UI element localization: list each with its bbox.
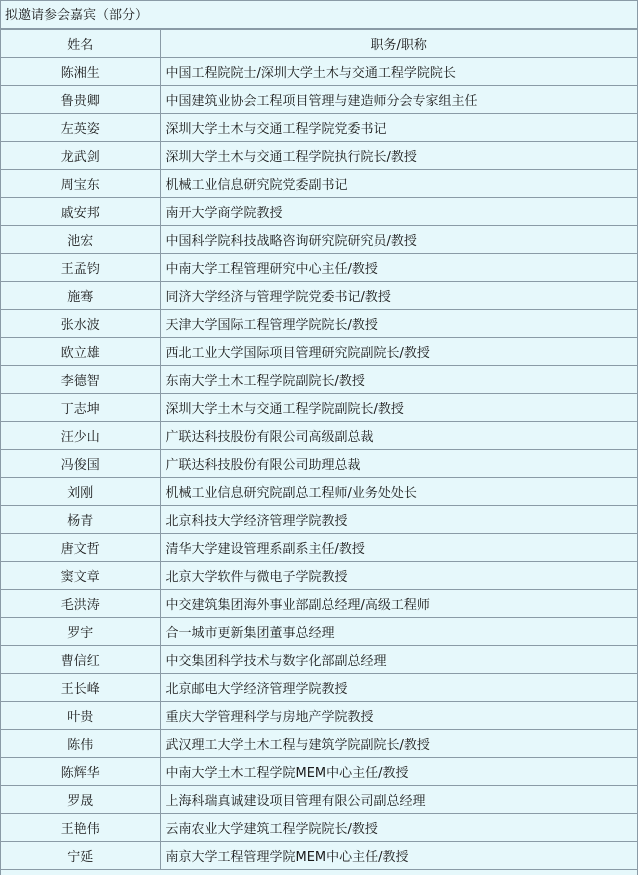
table-row	[1, 338, 637, 366]
table-row	[1, 114, 637, 142]
guest-name: 曹信红	[1, 646, 160, 674]
guest-title: 中国科学院科技战略咨询研究院研究员/教授	[160, 226, 637, 254]
table-row	[1, 786, 637, 814]
guest-title: 云南农业大学建筑工程学院院长/教授	[160, 814, 637, 842]
guest-name: 叶贵	[1, 702, 160, 730]
guest-title: 深圳大学土木与交通工程学院执行院长/教授	[160, 142, 637, 170]
guest-title: 武汉理工大学土木工程与建筑学院副院长/教授	[160, 730, 637, 758]
guest-title: 重庆大学管理科学与房地产学院教授	[160, 702, 637, 730]
guest-title: 中国建筑业协会工程项目管理与建造师分会专家组主任	[160, 86, 637, 114]
guest-name: 唐文哲	[1, 534, 160, 562]
header-title: 职务/职称	[160, 30, 637, 58]
table-row	[1, 590, 637, 618]
guest-name: 王孟钧	[1, 254, 160, 282]
guest-title: 中交集团科学技术与数字化部副总经理	[160, 646, 637, 674]
guest-name: 罗宇	[1, 618, 160, 646]
table-body	[1, 58, 637, 870]
table-row	[1, 86, 637, 114]
table-row	[1, 394, 637, 422]
guest-title: 南开大学商学院教授	[160, 198, 637, 226]
guest-name: 张水波	[1, 310, 160, 338]
table-row	[1, 198, 637, 226]
table-row	[1, 842, 637, 870]
table-row	[1, 366, 637, 394]
guest-title: 中国工程院院士/深圳大学土木与交通工程学院院长	[160, 58, 637, 86]
table-row	[1, 618, 637, 646]
header-row	[1, 30, 637, 58]
table-row	[1, 282, 637, 310]
guest-title: 北京大学软件与微电子学院教授	[160, 562, 637, 590]
guest-title: 中交建筑集团海外事业部副总经理/高级工程师	[160, 590, 637, 618]
table-row	[1, 478, 637, 506]
guest-title: 同济大学经济与管理学院党委书记/教授	[160, 282, 637, 310]
guest-title: 深圳大学土木与交通工程学院党委书记	[160, 114, 637, 142]
table-row	[1, 534, 637, 562]
guest-name: 毛洪涛	[1, 590, 160, 618]
guest-title: 机械工业信息研究院党委副书记	[160, 170, 637, 198]
guest-name: 陈辉华	[1, 758, 160, 786]
table-row	[1, 254, 637, 282]
table-row	[1, 702, 637, 730]
table-row	[1, 226, 637, 254]
guest-name: 丁志坤	[1, 394, 160, 422]
guest-name: 罗晟	[1, 786, 160, 814]
guest-name: 池宏	[1, 226, 160, 254]
guest-name: 陈湘生	[1, 58, 160, 86]
guest-name: 王艳伟	[1, 814, 160, 842]
guest-name: 欧立雄	[1, 338, 160, 366]
guest-title: 机械工业信息研究院副总工程师/业务处处长	[160, 478, 637, 506]
guest-name: 窦文章	[1, 562, 160, 590]
guest-title: 中南大学土木工程学院MEM中心主任/教授	[160, 758, 637, 786]
guest-name: 刘刚	[1, 478, 160, 506]
guest-title: 上海科瑞真诚建设项目管理有限公司副总经理	[160, 786, 637, 814]
table-row	[1, 450, 637, 478]
table-row	[1, 646, 637, 674]
guest-name: 龙武剑	[1, 142, 160, 170]
guest-title: 北京邮电大学经济管理学院教授	[160, 674, 637, 702]
table-row	[1, 730, 637, 758]
guest-title: 南京大学工程管理学院MEM中心主任/教授	[160, 842, 637, 870]
guest-name: 左英姿	[1, 114, 160, 142]
guest-name: 冯俊国	[1, 450, 160, 478]
guest-title: 北京科技大学经济管理学院教授	[160, 506, 637, 534]
table-row	[1, 170, 637, 198]
table-row	[1, 58, 637, 86]
guest-title: 清华大学建设管理系副系主任/教授	[160, 534, 637, 562]
guest-name: 宁延	[1, 842, 160, 870]
guest-title: 合一城市更新集团董事总经理	[160, 618, 637, 646]
guest-title: 深圳大学土木与交通工程学院副院长/教授	[160, 394, 637, 422]
guest-name: 戚安邦	[1, 198, 160, 226]
guest-name: 陈伟	[1, 730, 160, 758]
guest-name: 李德智	[1, 366, 160, 394]
table-row	[1, 422, 637, 450]
header-name: 姓名	[1, 30, 160, 58]
guest-name: 汪少山	[1, 422, 160, 450]
guest-title: 西北工业大学国际项目管理研究院副院长/教授	[160, 338, 637, 366]
table-row	[1, 758, 637, 786]
guest-name: 周宝东	[1, 170, 160, 198]
guest-name: 鲁贵卿	[1, 86, 160, 114]
table-row	[1, 674, 637, 702]
guest-title: 广联达科技股份有限公司助理总裁	[160, 450, 637, 478]
guest-name: 王长峰	[1, 674, 160, 702]
table-row	[1, 142, 637, 170]
guest-name: 施骞	[1, 282, 160, 310]
guest-title: 东南大学土木工程学院副院长/教授	[160, 366, 637, 394]
table-row	[1, 310, 637, 338]
guest-title: 广联达科技股份有限公司高级副总裁	[160, 422, 637, 450]
guest-title: 中南大学工程管理研究中心主任/教授	[160, 254, 637, 282]
table-row	[1, 814, 637, 842]
guest-table	[1, 29, 637, 870]
table-title: 拟邀请参会嘉宾（部分）	[1, 0, 637, 29]
table-row	[1, 562, 637, 590]
guest-title: 天津大学国际工程管理学院院长/教授	[160, 310, 637, 338]
guest-name: 杨青	[1, 506, 160, 534]
table-row	[1, 506, 637, 534]
